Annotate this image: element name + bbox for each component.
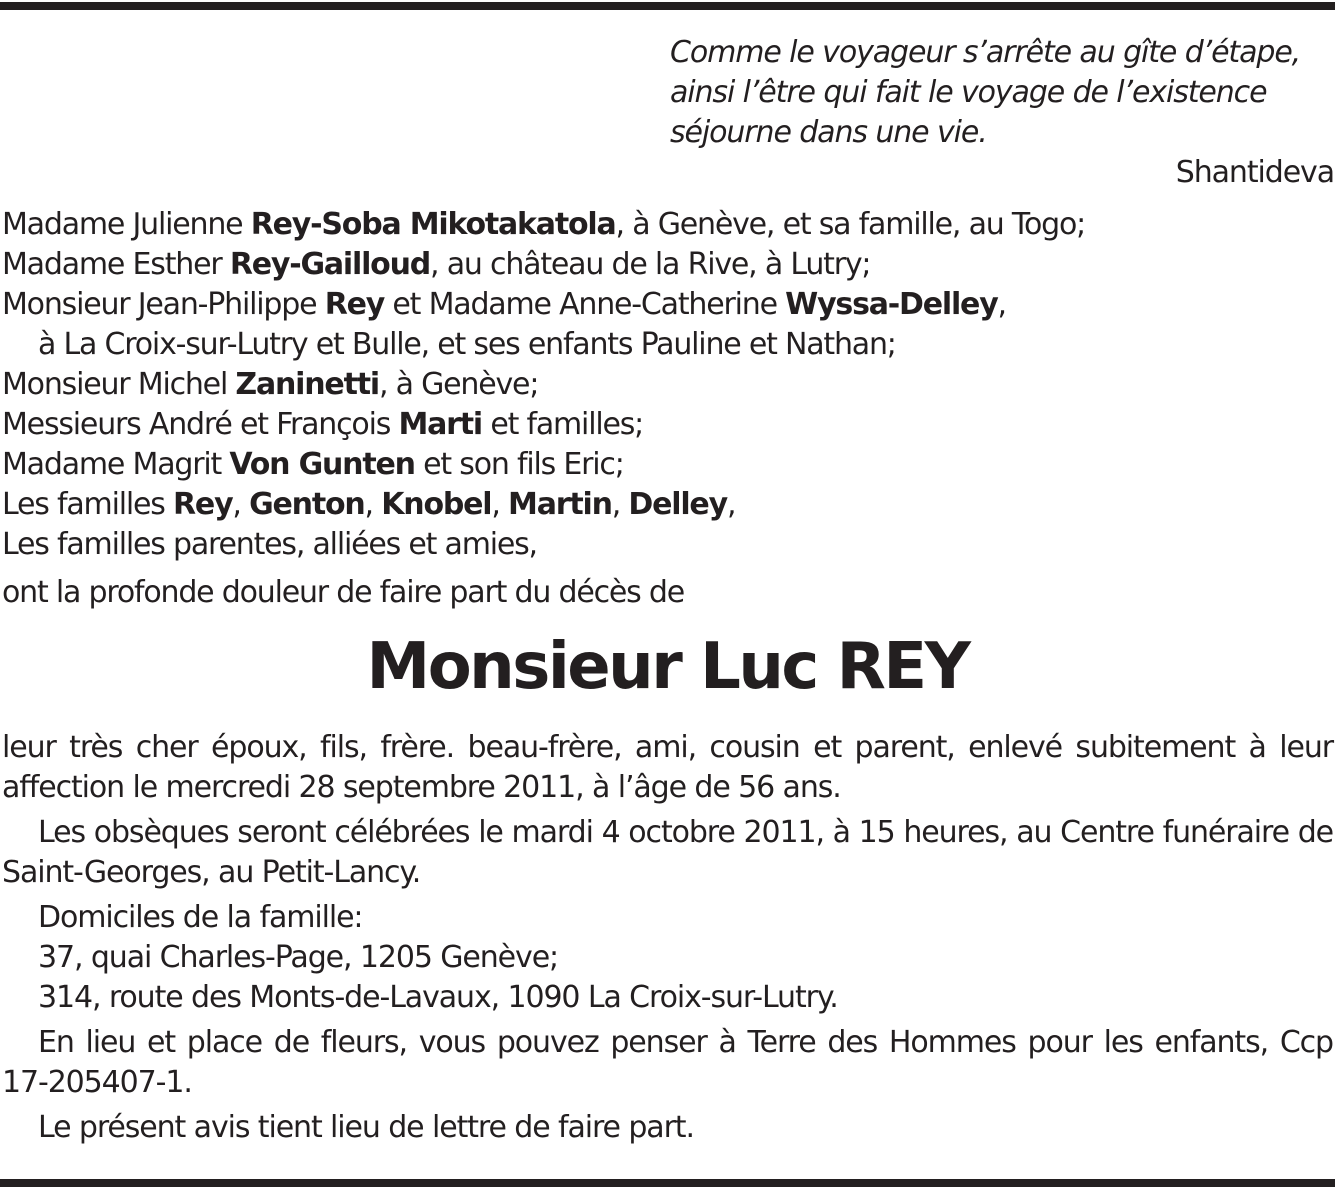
paragraph-donation	[2, 1023, 1333, 1103]
domiciles-label: Domiciles de la famille:	[38, 900, 363, 935]
family-list	[2, 205, 1332, 565]
family-line	[2, 205, 1332, 245]
bottom-border-rule	[0, 1179, 1335, 1187]
family-line	[2, 485, 1332, 525]
quote-line: Comme le voyageur s’arrête au gîte d’étape,	[670, 35, 1301, 70]
family-surname: Rey	[324, 287, 385, 322]
domiciles-block	[2, 898, 1333, 1018]
family-text: ,	[997, 287, 1006, 322]
family-surname: Rey-Gailloud	[229, 247, 431, 282]
family-text: et familles;	[482, 407, 644, 442]
family-line: Les familles parentes, alliées et amies,	[2, 527, 537, 562]
paragraph-text: Les obsèques seront célébrées le mardi 4 octobre 2011, à 15 heures, au Centre funéraire de Saint-Georges, au Petit-Lancy.	[2, 815, 1333, 890]
family-line	[2, 245, 1332, 285]
quote-author: Shantideva	[1175, 155, 1334, 190]
family-text: Madame Esther	[2, 247, 230, 282]
family-surname: Rey-Soba Mikotakatola	[250, 207, 616, 242]
family-line	[2, 405, 1332, 445]
family-text: , à Genève, et sa famille, au Togo;	[615, 207, 1086, 242]
family-surname: Wyssa-Delley	[785, 287, 998, 322]
deceased-name: Monsieur Luc REY	[366, 630, 969, 704]
family-text: ,	[726, 487, 736, 522]
family-text: et son fils Eric;	[414, 447, 624, 482]
family-line-continued: à La Croix-sur-Lutry et Bulle, et ses enfants Pauline et Nathan;	[38, 327, 896, 362]
family-text: , à Genève;	[378, 367, 539, 402]
family-text: Madame Julienne	[2, 207, 251, 242]
family-text: , au château de la Rive, à Lutry;	[430, 247, 871, 282]
paragraph-closing	[2, 1108, 1333, 1148]
family-surname: Delley	[628, 487, 727, 522]
family-separator: ,	[364, 487, 382, 522]
quote-line: ainsi l’être qui fait le voyage de l’existence	[670, 75, 1267, 110]
family-surname: Rey	[173, 487, 233, 522]
address-line: 314, route des Monts-de-Lavaux, 1090 La Croix-sur-Lutry.	[38, 980, 838, 1015]
family-text: Monsieur Jean-Philippe	[2, 287, 325, 322]
family-line	[2, 365, 1332, 405]
paragraph-text: Le présent avis tient lieu de lettre de faire part.	[38, 1110, 694, 1145]
family-surname: Knobel	[381, 487, 492, 522]
family-separator: ,	[491, 487, 509, 522]
family-text: Les familles	[2, 487, 174, 522]
family-text: Monsieur Michel	[2, 367, 236, 402]
epigraph-quote	[670, 33, 1335, 153]
family-surname: Zaninetti	[235, 367, 379, 402]
family-text: Messieurs André et François	[2, 407, 399, 442]
family-surname: Martin	[508, 487, 612, 522]
family-surname: Von Gunten	[229, 447, 415, 482]
family-text: Madame Magrit	[2, 447, 230, 482]
family-surname: Genton	[249, 487, 365, 522]
address-line: 37, quai Charles-Page, 1205 Genève;	[38, 940, 559, 975]
family-surname: Marti	[398, 407, 482, 442]
family-separator: ,	[232, 487, 250, 522]
paragraph-text: En lieu et place de fleurs, vous pouvez penser à Terre des Hommes pour les enfants, Ccp 17-205407-1.	[2, 1025, 1333, 1100]
family-line	[2, 445, 1332, 485]
quote-line: séjourne dans une vie.	[670, 115, 987, 150]
top-border-rule	[0, 2, 1335, 10]
family-text: et Madame Anne-Catherine	[384, 287, 786, 322]
family-line	[2, 285, 1332, 325]
announcement-text: ont la profonde douleur de faire part du décès de	[2, 575, 685, 610]
notice-body	[2, 728, 1333, 1153]
paragraph-relationship: leur très cher époux, fils, frère. beau-frère, ami, cousin et parent, enlevé subitement à leur affection le mercredi 28 septembre 2011, à l’âge de 56 ans.	[2, 730, 1333, 805]
paragraph-funeral	[2, 813, 1333, 893]
family-separator: ,	[611, 487, 629, 522]
